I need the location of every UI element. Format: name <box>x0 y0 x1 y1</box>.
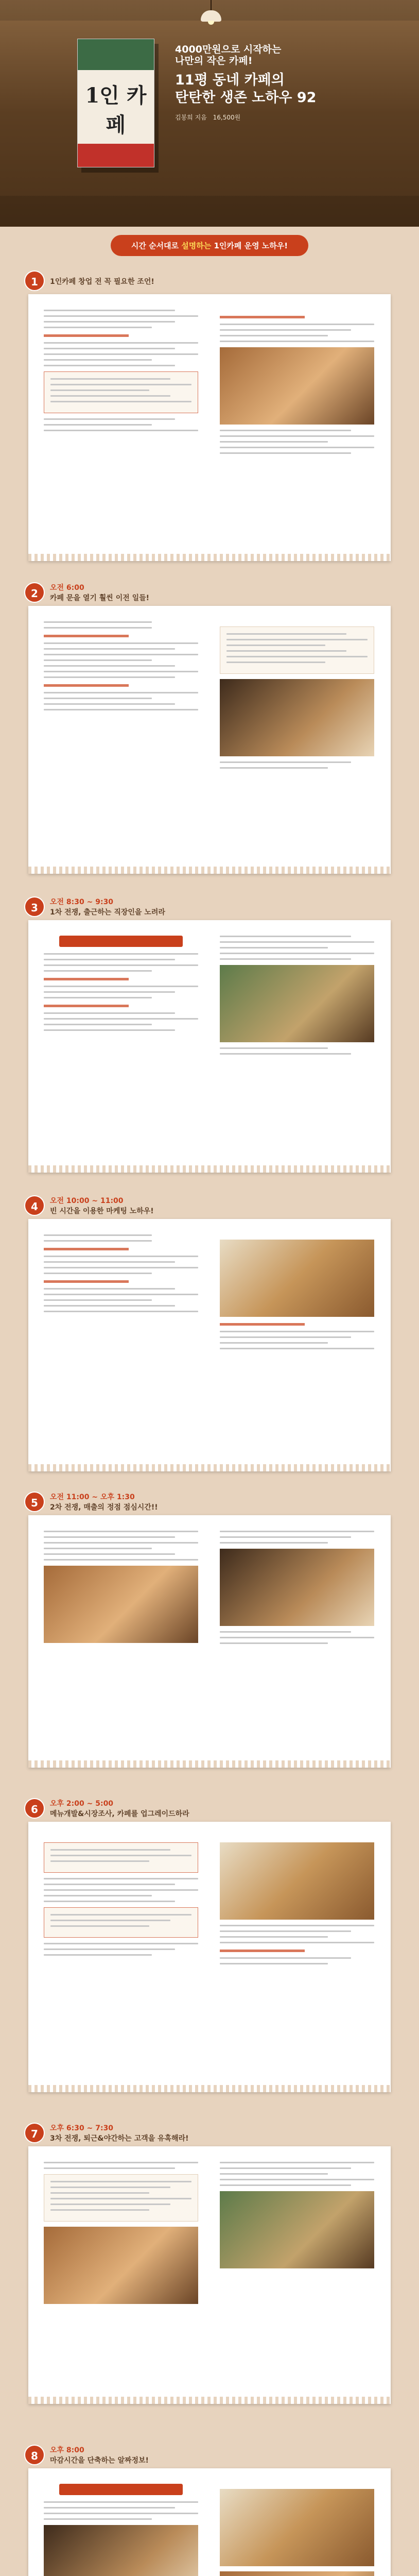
step-title: 카페 문을 열기 훨씬 이전 일들! <box>50 594 150 602</box>
step-head <box>28 270 391 294</box>
page-spread <box>28 2146 391 2404</box>
book-cover-title: 1인 카페 <box>85 83 147 137</box>
step-time: 오후 2:00 ~ 5:00 <box>50 1800 114 1808</box>
price: 16,500원 <box>213 114 241 121</box>
step-time: 오전 8:30 ~ 9:30 <box>50 898 114 906</box>
section-4 <box>28 1195 391 1219</box>
author: 김봉희 지음 <box>175 114 207 121</box>
step-number: 5 <box>24 1492 45 1512</box>
cafe-photo <box>220 679 374 756</box>
banner-prefix: 시간 순서대로 <box>131 241 182 250</box>
step-number: 2 <box>24 582 45 603</box>
cafe-photo <box>44 2227 198 2304</box>
cafe-photo <box>220 965 374 1042</box>
step-number: 3 <box>24 896 45 917</box>
step-title: 2차 전쟁, 매출의 정점 점심시간!! <box>50 1503 158 1512</box>
step-title: 마감시간을 단축하는 알짜정보! <box>50 2456 149 2465</box>
cafe-photo <box>44 1566 198 1643</box>
hero-subtitle-1: 4000만원으로 시작하는 <box>175 44 282 55</box>
page-spread <box>28 1515 391 1768</box>
page-spread <box>28 1822 391 2092</box>
step-time: 오후 6:30 ~ 7:30 <box>50 2124 114 2132</box>
cafe-photo <box>220 2191 374 2268</box>
step-title: 3차 전쟁, 퇴근&야간하는 고객을 유혹해라! <box>50 2134 189 2143</box>
hero-header <box>0 0 419 227</box>
page-spread <box>28 606 391 874</box>
banner-suffix: 1인카페 운영 노하우! <box>211 241 288 250</box>
step-title: 1차 전쟁, 출근하는 직장인을 노려라 <box>50 908 165 917</box>
section-1 <box>28 270 391 294</box>
step-time: 오전 6:00 <box>50 584 84 592</box>
step-number: 7 <box>24 2123 45 2143</box>
menu-photo <box>220 1842 374 1920</box>
step-head <box>28 1492 391 1515</box>
banner-wrap <box>0 235 419 256</box>
hero-title-1: 11평 동네 카페의 <box>175 72 285 88</box>
banner-highlight: 설명하는 <box>181 241 212 250</box>
hero-subtitle-2: 나만의 작은 카페! <box>175 55 253 66</box>
hero-meta <box>175 113 316 122</box>
cafe-photo <box>220 347 374 425</box>
cafe-photo <box>220 1549 374 1626</box>
step-time: 오전 11:00 ~ 오후 1:30 <box>50 1493 135 1501</box>
section-2 <box>28 582 391 606</box>
step-title: 메뉴개발&시장조사, 카페를 업그레이드하라 <box>50 1810 189 1818</box>
section-5 <box>28 1492 391 1515</box>
step-head <box>28 582 391 606</box>
step-head <box>28 1195 391 1219</box>
sns-photo <box>220 1240 374 1317</box>
page-spread <box>28 1219 391 1471</box>
page-spread <box>28 2468 391 2576</box>
step-number: 6 <box>24 1798 45 1819</box>
step-number: 8 <box>24 2445 45 2465</box>
step-head <box>28 2445 391 2468</box>
step-head <box>28 1798 391 1822</box>
cafe-photo <box>44 2525 198 2576</box>
page-spread <box>28 294 391 561</box>
page-spread <box>28 920 391 1173</box>
step-title: 1인카페 창업 전 꼭 필요한 조언! <box>50 278 154 286</box>
section-3 <box>28 896 391 920</box>
step-number: 1 <box>24 270 45 291</box>
step-number: 4 <box>24 1195 45 1216</box>
section-8 <box>28 2445 391 2468</box>
step-head <box>28 896 391 920</box>
hero-text <box>175 44 316 122</box>
section-banner <box>111 235 308 256</box>
step-title: 빈 시간을 이용한 마케팅 노하우! <box>50 1207 154 1215</box>
step-head <box>28 2123 391 2146</box>
section-7 <box>28 2123 391 2146</box>
lamp-icon <box>196 0 226 27</box>
step-time: 오전 10:00 ~ 11:00 <box>50 1197 124 1205</box>
step-time: 오후 8:00 <box>50 2446 84 2454</box>
book-cover <box>77 39 154 167</box>
section-6 <box>28 1798 391 1822</box>
cafe-photo <box>220 2571 374 2576</box>
hero-title-2: 탄탄한 생존 노하우 92 <box>175 90 317 106</box>
cafe-photo <box>220 2489 374 2566</box>
